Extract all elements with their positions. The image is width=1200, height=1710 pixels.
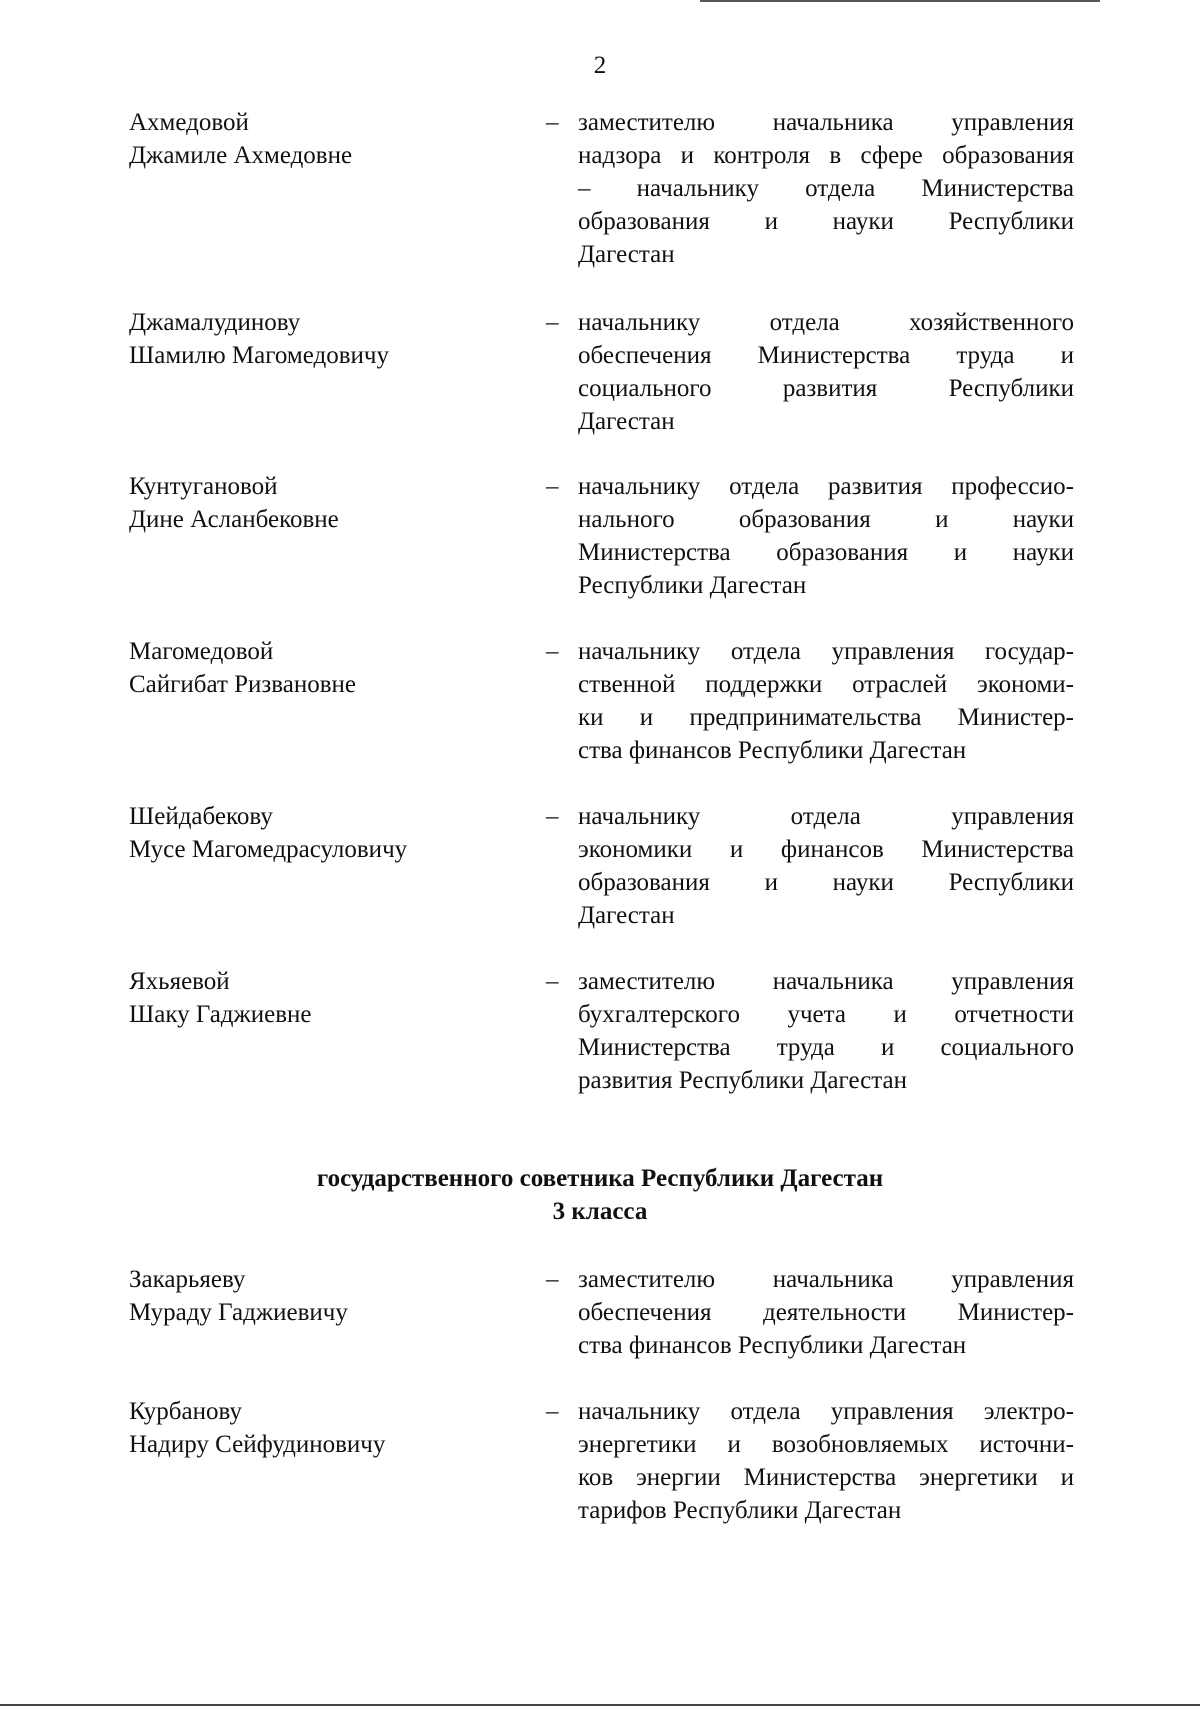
heading-line-2: 3 класса bbox=[552, 1198, 648, 1225]
surname: Джамалудинову bbox=[129, 309, 301, 336]
section-heading bbox=[0, 1162, 1200, 1228]
dash: – bbox=[546, 968, 559, 995]
given-names: Шамилю Магомедовичу bbox=[129, 342, 389, 369]
scan-edge-top bbox=[700, 0, 1100, 2]
dash: – bbox=[546, 473, 559, 500]
position-text: заместителю начальника управления бухгалтерского учета и отчетности Министерства труда и социального развития Республики Дагестан bbox=[578, 968, 1074, 1094]
surname: Шейдабекову bbox=[129, 803, 273, 830]
given-names: Надиру Сейфудиновичу bbox=[129, 1431, 386, 1458]
person-name bbox=[129, 965, 529, 1031]
person-name bbox=[129, 470, 529, 536]
person-name bbox=[129, 306, 529, 372]
given-names: Мусе Магомедрасуловичу bbox=[129, 836, 408, 863]
surname: Закарьяеву bbox=[129, 1266, 246, 1293]
position-text: начальнику отдела управления экономики и финансов Министерства образования и науки Республики Дагестан bbox=[578, 803, 1074, 929]
surname: Кунтугановой bbox=[129, 473, 278, 500]
position-text: начальнику отдела хозяйственного обеспечения Министерства труда и социального развития Республики Дагестан bbox=[578, 309, 1074, 435]
dash: – bbox=[546, 1398, 559, 1425]
heading-line-1: государственного советника Республики Дагестан bbox=[316, 1165, 884, 1192]
given-names: Дине Асланбековне bbox=[129, 506, 339, 533]
given-names: Сайгибат Ризвановне bbox=[129, 671, 357, 698]
position-text: заместителю начальника управления обеспечения деятельности Министер- ства финансов Республики Дагестан bbox=[578, 1266, 1074, 1359]
given-names: Мураду Гаджиевичу bbox=[129, 1299, 348, 1326]
dash: – bbox=[546, 1266, 559, 1293]
dash: – bbox=[546, 109, 559, 136]
person-name bbox=[129, 635, 529, 701]
page-number: 2 bbox=[593, 52, 607, 79]
dash: – bbox=[546, 309, 559, 336]
dash: – bbox=[546, 803, 559, 830]
surname: Магомедовой bbox=[129, 638, 274, 665]
dash: – bbox=[546, 638, 559, 665]
person-name bbox=[129, 800, 529, 866]
position-text: начальнику отдела управления электро- энергетики и возобновляемых источни- ков энергии Министерства энергетики и тарифов Республики Дагестан bbox=[578, 1398, 1074, 1524]
person-name bbox=[129, 1395, 529, 1461]
scan-edge-bottom bbox=[0, 1704, 1200, 1706]
position-text: начальнику отдела управления государ- ственной поддержки отраслей экономи- ки и предпринимательства Министер- ства финансов Республики Дагестан bbox=[578, 638, 1074, 764]
position-text: начальнику отдела развития профессио- нального образования и науки Министерства образования и науки Республики Дагестан bbox=[578, 473, 1074, 599]
given-names: Джамиле Ахмедовне bbox=[129, 142, 353, 169]
surname: Ахмедовой bbox=[129, 109, 249, 136]
surname: Яхьяевой bbox=[129, 968, 230, 995]
person-name bbox=[129, 1263, 529, 1329]
person-name bbox=[129, 106, 529, 172]
given-names: Шаку Гаджиевне bbox=[129, 1001, 312, 1028]
position-text: заместителю начальника управления надзора и контроля в сфере образования – начальнику отдела Министерства образования и науки Республики Дагестан bbox=[578, 109, 1074, 268]
surname: Курбанову bbox=[129, 1398, 242, 1425]
